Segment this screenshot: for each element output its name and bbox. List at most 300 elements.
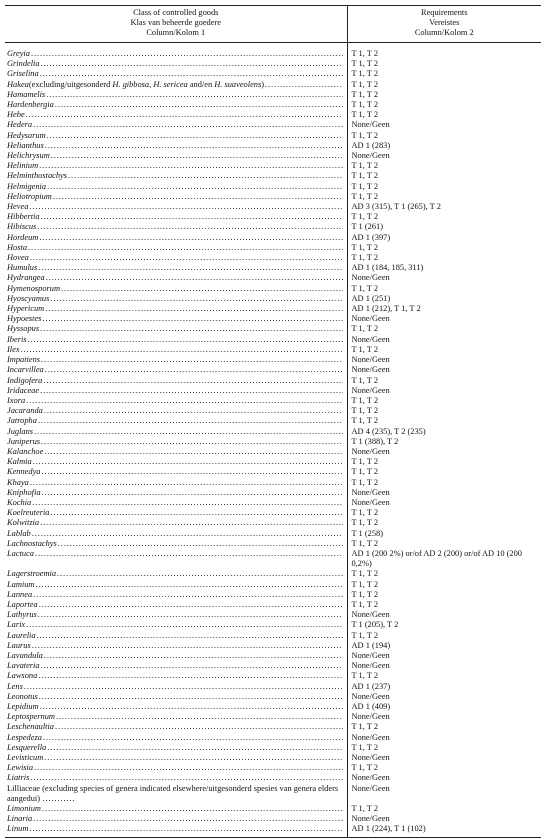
goods-class-entry [7,539,343,549]
dot-leader [44,753,342,763]
genus-name: Koelreuteria [7,508,50,518]
genus-name: Lagerstroemia [7,569,57,579]
goods-class-entry [7,151,343,161]
genus-name: Iberis [7,334,27,344]
dot-leader [41,794,74,803]
dot-leader [37,222,342,232]
goods-class-cell [5,110,347,120]
genus-name: Jacaranda [7,406,43,416]
goods-class-entry [7,631,343,641]
requirements-cell: None/Geen [347,488,541,498]
goods-class-cell [5,539,347,549]
goods-class-cell [5,90,347,100]
dot-leader [41,661,343,671]
goods-class-entry [7,212,343,222]
dot-leader [45,141,343,151]
dot-leader [55,100,343,110]
table-row [5,335,541,345]
goods-class-cell [5,824,347,837]
goods-class-cell [5,345,347,355]
requirements-cell: T 1, T 2 [347,722,541,732]
goods-class-entry [7,314,343,324]
requirements-cell: T 1, T 2 [347,518,541,528]
dot-leader [26,396,342,406]
goods-class-entry [7,651,343,661]
goods-class-cell [5,763,347,773]
genus-qualifier: (excluding/uitgesonderd H. gibbosa, H. sericea and/en H. suaveolens) [28,79,265,89]
table-row [5,529,541,539]
dot-leader [34,427,342,437]
requirements-cell: T 1, T 2 [347,508,541,518]
column-1-title-af: Klas van beheerde goedere [130,18,221,27]
goods-class-entry [7,508,343,518]
requirements-cell: None/Geen [347,386,541,396]
goods-class-entry [7,682,343,692]
genus-name: Hypoestes [7,314,42,324]
goods-class-entry [7,324,343,334]
goods-class-cell [5,324,347,334]
genus-name: Lawsona [7,671,38,681]
dot-leader [44,651,343,661]
dot-leader [35,549,343,559]
goods-class-cell [5,692,347,702]
requirements-cell: AD 1 (251) [347,294,541,304]
genus-name: Incarvillea [7,365,44,375]
dot-leader [40,324,342,334]
requirements-cell: None/Geen [347,365,541,375]
goods-class-cell [5,518,347,528]
goods-class-entry [7,100,343,110]
dot-leader [43,733,343,743]
goods-class-entry [7,763,343,773]
table-row [5,386,541,396]
table-row [5,437,541,447]
goods-class-entry [7,733,343,743]
genus-name: Hypericum [7,304,45,314]
genus-name: Hyssopus [7,324,40,334]
table-row [5,355,541,365]
requirements-cell: T 1, T 2 [347,600,541,610]
dot-leader [47,182,342,192]
genus-name: Kalmia [7,457,32,467]
goods-class-cell [5,804,347,814]
column-2-title-af: Vereistes [429,18,460,27]
dot-leader [42,467,343,477]
goods-class-cell [5,467,347,477]
table-row [5,273,541,283]
requirements-cell: None/Geen [347,651,541,661]
goods-class-entry [7,192,343,202]
goods-class-cell [5,784,347,804]
goods-class-entry [7,712,343,722]
requirements-cell: T 1, T 2 [347,671,541,681]
table-row [5,233,541,243]
genus-name: Helianthus [7,140,44,150]
requirements-cell: AD 1 (283) [347,141,541,151]
dot-leader [34,763,342,773]
goods-class-cell [5,549,347,569]
goods-class-cell [5,508,347,518]
goods-class-cell [5,304,347,314]
dot-leader [46,273,343,283]
requirements-cell: T 1, T 2 [347,284,541,294]
requirements-cell: AD 1 (237) [347,682,541,692]
requirements-cell: T 1, T 2 [347,569,541,579]
goods-class-entry [7,467,343,477]
dot-leader [38,671,342,681]
goods-class-cell [5,651,347,661]
goods-class-cell [5,355,347,365]
genus-name: Humulus [7,263,38,273]
dot-leader [30,773,342,783]
goods-class-cell [5,529,347,539]
requirements-cell: T 1 (261) [347,222,541,232]
goods-class-entry [7,529,343,539]
goods-class-entry [7,610,343,620]
goods-class-cell [5,590,347,600]
genus-name: Hardenbergia [7,100,54,110]
genus-name: Ixora [7,395,26,405]
goods-class-cell [5,814,347,824]
dot-leader [38,263,342,273]
genus-name: Iridaceae [7,385,40,395]
dot-leader [33,590,342,600]
genus-name: Leschenaultia [7,722,54,732]
dot-leader [32,641,343,651]
genus-name: Ilex [7,344,20,354]
goods-class-cell [5,600,347,610]
goods-class-cell [5,396,347,406]
goods-class-entry [7,273,343,283]
table-row [5,80,541,90]
genus-name: Indigofera [7,375,43,385]
requirements-cell: T 1, T 2 [347,131,541,141]
dot-leader [38,610,343,620]
requirements-cell: T 1, T 2 [347,324,541,334]
genus-name: Lepidium [7,702,39,711]
dot-leader [44,447,342,457]
goods-class-cell [5,447,347,457]
dot-leader [68,171,342,181]
genus-name: Helminthostachys [7,171,68,181]
goods-class-cell [5,478,347,488]
dot-leader [31,49,343,59]
genus-name: Helichrysum [7,151,50,161]
goods-class-entry [7,416,343,426]
goods-class-entry [7,120,343,130]
goods-class-cell [5,335,347,345]
genus-name: Greyia [7,49,30,58]
genus-name: Heliotropium [7,191,52,201]
table-row [5,610,541,620]
requirements-cell: T 1, T 2 [347,43,541,60]
table-row [5,202,541,212]
goods-class-entry [7,171,343,181]
table-row [5,620,541,630]
goods-class-entry [7,722,343,732]
table-row [5,600,541,610]
genus-name: Kolwitzia [7,518,40,528]
column-2-header [347,6,541,43]
table-row [5,396,541,406]
genus-name: Linaria [7,814,33,824]
column-1-title-en: Class of controlled goods [133,8,219,17]
goods-class-entry [7,222,343,232]
goods-class-cell [5,212,347,222]
controlled-goods-table [5,5,541,838]
table-row [5,641,541,651]
goods-class-cell [5,712,347,722]
dot-leader [265,80,342,90]
table-row [5,549,541,569]
table-row [5,212,541,222]
table-row [5,773,541,783]
table-row [5,376,541,386]
genus-name: Khaya [7,477,29,487]
goods-class-cell [5,151,347,161]
genus-name: Hibiscus [7,222,37,232]
dot-leader [45,304,342,314]
genus-qualifier: (excluding species of genera indicated elsewhere/uitgesonderd spesies van genera elders aangedui) [7,783,339,803]
requirements-cell: T 1 (258) [347,529,541,539]
table-row [5,702,541,712]
requirements-cell: None/Geen [347,712,541,722]
goods-class-entry [7,202,343,212]
dot-leader [33,120,342,130]
goods-class-cell [5,488,347,498]
genus-name: Lavateria [7,661,40,671]
column-1-number: Column/Kolom 1 [146,28,206,37]
genus-name: Hovea [7,253,29,263]
genus-name: Jatropha [7,416,37,426]
table-row [5,69,541,79]
table-row [5,651,541,661]
genus-name: Levisticum [7,753,44,763]
goods-class-cell [5,671,347,681]
goods-class-entry [7,437,343,447]
requirements-cell: T 1, T 2 [347,590,541,600]
table-row [5,733,541,743]
requirements-cell: T 1, T 2 [347,192,541,202]
goods-class-cell [5,682,347,692]
dot-leader [42,804,343,814]
genus-name: Lespedeza [7,732,42,742]
goods-class-cell [5,43,347,60]
genus-name: Hosta [7,242,28,252]
goods-class-cell [5,773,347,783]
dot-leader [61,284,342,294]
requirements-cell: AD 1 (224), T 1 (102) [347,824,541,837]
genus-name: Kennedya [7,467,41,477]
table-row [5,243,541,253]
goods-class-entry [7,141,343,151]
goods-class-entry [7,131,343,141]
goods-class-entry [7,90,343,100]
goods-class-entry [7,620,343,630]
requirements-cell: T 1, T 2 [347,59,541,69]
genus-name: Helmigenia [7,181,47,191]
goods-class-entry [7,161,343,171]
genus-name: Limonium [7,804,41,814]
requirements-cell: None/Geen [347,784,541,804]
dot-leader [37,631,343,641]
goods-class-cell [5,273,347,283]
dot-leader [30,478,343,488]
genus-name: Lactuca [7,548,34,558]
genus-name: Hamamelis [7,89,46,99]
dot-leader [24,682,343,692]
goods-class-cell [5,233,347,243]
goods-class-entry [7,518,343,528]
table-row [5,580,541,590]
genus-name: Liatris [7,773,30,783]
dot-leader [55,722,343,732]
table-row [5,182,541,192]
dot-leader [39,161,342,171]
table-row [5,304,541,314]
genus-name: Hibbertia [7,212,40,222]
goods-class-entry [7,814,343,824]
genus-name: Griselina [7,69,39,79]
table-row [5,498,541,508]
requirements-cell: AD 1 (200 2%) or/of AD 2 (200) or/of AD 10 (200 0,2%) [347,549,541,569]
goods-class-cell [5,416,347,426]
requirements-cell: T 1, T 2 [347,763,541,773]
table-row [5,661,541,671]
goods-class-cell [5,437,347,447]
goods-class-cell [5,702,347,712]
table-row [5,294,541,304]
requirements-cell: None/Geen [347,314,541,324]
requirements-cell: None/Geen [347,335,541,345]
goods-class-cell [5,59,347,69]
genus-name: Laurelia [7,630,36,640]
goods-class-entry [7,284,343,294]
goods-class-cell [5,743,347,753]
requirements-cell: T 1, T 2 [347,376,541,386]
goods-class-cell [5,641,347,651]
goods-class-cell [5,284,347,294]
table-row [5,712,541,722]
dot-leader [33,814,342,824]
table-row [5,43,541,60]
goods-class-entry [7,457,343,467]
requirements-cell: T 1, T 2 [347,406,541,416]
genus-name: Grindelia [7,59,40,69]
table-row [5,416,541,426]
goods-class-entry [7,365,343,375]
table-header-row [5,6,541,43]
requirements-cell: None/Geen [347,498,541,508]
goods-class-entry [7,590,343,600]
requirements-cell: AD 1 (212), T 1, T 2 [347,304,541,314]
genus-name: Lilliaceae [7,783,41,793]
requirements-cell: T 1, T 2 [347,396,541,406]
goods-class-entry [7,253,343,263]
requirements-cell: AD 1 (397) [347,233,541,243]
requirements-cell: None/Geen [347,753,541,763]
dot-leader [39,233,342,243]
genus-name: Larix [7,620,26,630]
genus-name: Hedysarum [7,130,46,140]
goods-class-entry [7,569,343,579]
table-row [5,824,541,837]
goods-class-entry [7,600,343,610]
table-row [5,192,541,202]
column-1-header [5,6,347,43]
table-row [5,631,541,641]
goods-class-cell [5,141,347,151]
table-row [5,722,541,732]
genus-name: Lamium [7,579,35,589]
genus-name: Helinium [7,161,39,171]
goods-class-cell [5,365,347,375]
goods-class-entry [7,386,343,396]
table-row [5,222,541,232]
table-row [5,508,541,518]
dot-leader [29,202,342,212]
table-row [5,263,541,273]
dot-leader [40,69,343,79]
genus-name: Kochia [7,497,32,507]
goods-class-cell [5,457,347,467]
table-row [5,151,541,161]
dot-leader [38,416,343,426]
requirements-cell: T 1, T 2 [347,110,541,120]
goods-class-entry [7,447,343,457]
goods-class-cell [5,182,347,192]
genus-name: Lesquerella [7,742,47,752]
requirements-cell: T 1, T 2 [347,80,541,90]
requirements-cell: AD 3 (315), T 1 (265), T 2 [347,202,541,212]
table-row [5,131,541,141]
table-row [5,763,541,773]
genus-name: Juniperus [7,436,41,446]
goods-class-entry [7,702,343,712]
requirements-cell: None/Geen [347,447,541,457]
goods-class-cell [5,202,347,212]
table-row [5,447,541,457]
table-row [5,141,541,151]
requirements-cell: T 1, T 2 [347,416,541,426]
goods-class-entry [7,263,343,273]
table-row [5,457,541,467]
goods-class-cell [5,661,347,671]
goods-class-entry [7,498,343,508]
dot-leader [26,620,342,630]
table-row [5,743,541,753]
goods-class-entry [7,549,343,559]
goods-class-cell [5,161,347,171]
dot-leader [33,457,343,467]
goods-class-cell [5,131,347,141]
goods-class-cell [5,171,347,181]
genus-name: Kniphofia [7,487,41,497]
goods-class-entry [7,59,343,69]
genus-name: Impatiens [7,355,41,365]
dot-leader [41,59,343,69]
goods-class-cell [5,294,347,304]
dot-leader [47,743,342,753]
requirements-cell: T 1, T 2 [347,90,541,100]
dot-leader [57,569,342,579]
goods-class-entry [7,355,343,365]
goods-class-cell [5,406,347,416]
goods-class-entry [7,488,343,498]
column-2-title-en: Requirements [420,8,468,17]
goods-class-cell [5,243,347,253]
genus-name: Kalanchoe [7,446,44,456]
